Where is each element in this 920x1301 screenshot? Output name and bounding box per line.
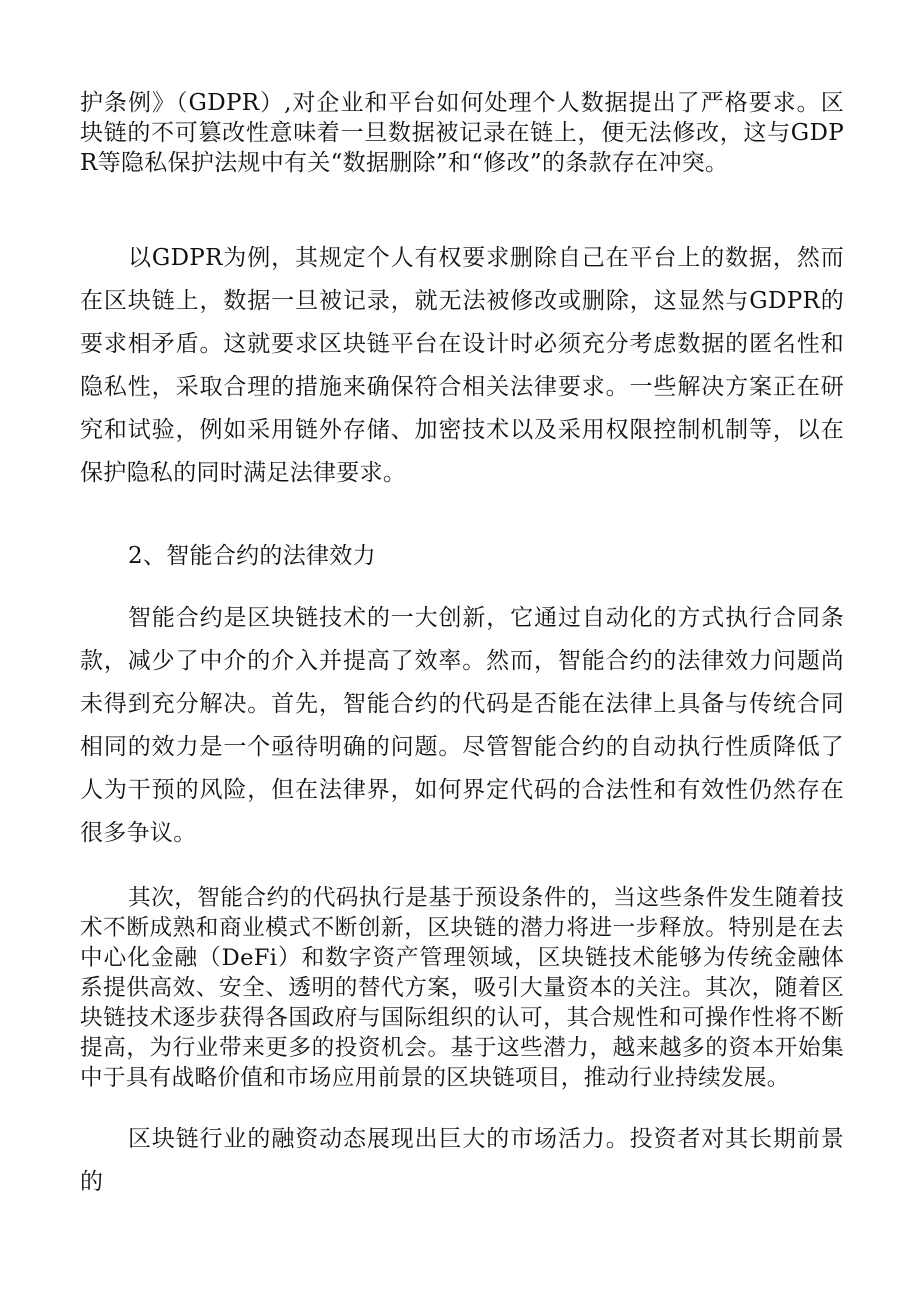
paragraph-gdpr-intro: 护条例》（GDPR）,对企业和平台如何处理个人数据提出了严格要求。区块链的不可篡改性意味着一旦数据被记录在链上，便无法修改，这与GDPR等隐私保护法规中有关“数据删除”和“修改”的条款存在冲突。 xyxy=(80,90,844,176)
paragraph-smart-contract-validity: 智能合约是区块链技术的一大创新，它通过自动化的方式执行合同条款，减少了中介的介入并提高了效率。然而，智能合约的法律效力问题尚未得到充分解决。首先，智能合约的代码是否能在法律上具备与传统合同相同的效力是一个亟待明确的问题。尽管智能合约的自动执行性质降低了人为干预的风险，但在法律界，如何界定代码的合法性和有效性仍然存在很多争议。 xyxy=(80,605,844,846)
paragraph-smart-contract-execution: 其次，智能合约的代码执行是基于预设条件的，当这些条件发生随着技术不断成熟和商业模式不断创新，区块链的潜力将进一步释放。特别是在去中心化金融（DeFi）和数字资产管理领域，区块链技术能够为传统金融体系提供高效、安全、透明的替代方案，吸引大量资本的关注。其次，随着区块链技术逐步获得各国政府与国际组织的认可，其合规性和可操作性将不断提高，为行业带来更多的投资机会。基于这些潜力，越来越多的资本开始集中于具有战略价值和市场应用前景的区块链项目，推动行业持续发展。 xyxy=(80,885,844,1091)
paragraph-financing: 区块链行业的融资动态展现出巨大的市场活力。投资者对其长期前景的 xyxy=(80,1126,844,1195)
section-heading-smart-contract: 2、智能合约的法律效力 xyxy=(128,543,376,569)
paragraph-gdpr-example: 以GDPR为例，其规定个人有权要求删除自己在平台上的数据，然而在区块链上，数据一旦被记录，就无法被修改或删除，这显然与GDPR的要求相矛盾。这就要求区块链平台在设计时必须充分考虑数据的匿名性和隐私性，采取合理的措施来确保符合相关法律要求。一些解决方案正在研究和试验，例如采用链外存储、加密技术以及采用权限控制机制等，以在保护隐私的同时满足法律要求。 xyxy=(80,245,844,486)
